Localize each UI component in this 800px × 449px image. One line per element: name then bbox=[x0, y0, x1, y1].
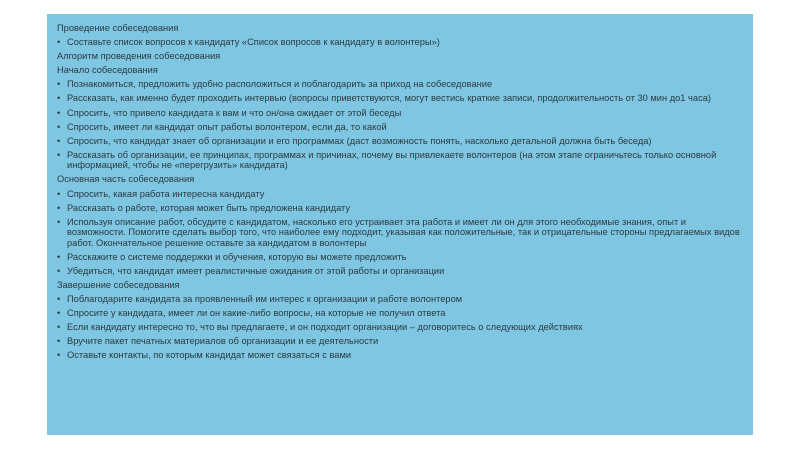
bullet-icon: • bbox=[57, 202, 61, 213]
bullet-icon: • bbox=[57, 188, 61, 199]
list-item bbox=[57, 122, 743, 133]
list-item-text: Познакомиться, предложить удобно расположиться и поблагодарить за приход на собеседование bbox=[67, 79, 493, 90]
list-item-text: Расскажите о системе поддержки и обучения, которую вы можете предложить bbox=[67, 251, 407, 262]
list-item-text: Спросить, что привело кандидата к вам и что он/она ожидает от этой беседы bbox=[67, 107, 402, 118]
list-item bbox=[57, 150, 743, 171]
bullet-icon: • bbox=[57, 308, 61, 319]
section-heading: Алгоритм проведения собеседования bbox=[57, 51, 221, 62]
bullet-icon: • bbox=[57, 121, 61, 132]
list-item bbox=[57, 37, 743, 48]
list-item bbox=[57, 294, 743, 305]
list-item-text: Если кандидату интересно то, что вы предлагаете, и он подходит организации – договоритесь о следующих действиях bbox=[67, 322, 583, 333]
list-item bbox=[57, 136, 743, 147]
content-panel bbox=[47, 14, 753, 435]
list-item bbox=[57, 336, 743, 347]
list-item-text: Вручите пакет печатных материалов об организации и ее деятельности bbox=[67, 336, 379, 347]
list-item-text: Спросить, что кандидат знает об организации и его программах (даст возможность понять, насколько детальной должна быть беседа) bbox=[67, 135, 652, 146]
list-item bbox=[57, 217, 743, 249]
list-item bbox=[57, 308, 743, 319]
list-item-text: Спросите у кандидата, имеет ли он какие-либо вопросы, на которые не получил ответа bbox=[67, 308, 446, 319]
list-item-text: Рассказать об организации, ее принципах, программах и причинах, почему вы привлекаете волонтеров (на этом этапе ограничьтесь только основной информацией, чтобы не «перегрузить» кандидата) bbox=[67, 149, 717, 171]
list-item-text: Спросить, имеет ли кандидат опыт работы волонтером, если да, то какой bbox=[67, 121, 387, 132]
section-heading: Основная часть собеседования bbox=[57, 174, 195, 185]
list-item bbox=[57, 189, 743, 200]
list-item-text: Оставьте контакты, по которым кандидат может связаться с вами bbox=[67, 350, 352, 361]
list-item-text: Поблагодарите кандидата за проявленный им интерес к организации и работе волонтером bbox=[67, 294, 463, 305]
list-item bbox=[57, 93, 743, 104]
section-heading: Начало собеседования bbox=[57, 65, 158, 76]
bullet-icon: • bbox=[57, 294, 61, 305]
list-item bbox=[57, 203, 743, 214]
list-item bbox=[57, 266, 743, 277]
list-item-text: Убедиться, что кандидат имеет реалистичные ожидания от этой работы и организации bbox=[67, 265, 445, 276]
bullet-icon: • bbox=[57, 135, 61, 146]
bullet-icon: • bbox=[57, 322, 61, 333]
bullet-icon: • bbox=[57, 107, 61, 118]
list-item bbox=[57, 350, 743, 361]
list-item bbox=[57, 322, 743, 333]
bullet-icon: • bbox=[57, 79, 61, 90]
list-item bbox=[57, 252, 743, 263]
list-item-text: Используя описание работ, обсудите с кандидатом, насколько его устраивает эта работа и имеет ли он для этого необходимые знания, опыт и возможности. Помогите сделать выбор того, что наиболее ему подходит, указывая как положительные, так и отрицательные стороны предлагаемых видов работ. Окончательное решение оставьте за кандидатом в волонтеры bbox=[67, 216, 740, 248]
list-item bbox=[57, 79, 743, 90]
bullet-icon: • bbox=[57, 336, 61, 347]
list-item-text: Составьте список вопросов к кандидату «Список вопросов к кандидату в волонтеры») bbox=[67, 37, 440, 48]
section-heading: Проведение собеседования bbox=[57, 23, 179, 33]
bullet-icon: • bbox=[57, 251, 61, 262]
bullet-icon: • bbox=[57, 350, 61, 361]
list-item-text: Спросить, какая работа интересна кандидату bbox=[67, 188, 265, 199]
bullet-icon: • bbox=[57, 37, 61, 48]
bullet-icon: • bbox=[57, 93, 61, 104]
section-heading: Завершение собеседования bbox=[57, 280, 180, 290]
list-item-text: Рассказать, как именно будет проходить интервью (вопросы приветствуются, могут вестись краткие записи, продолжительность от 30 мин до1 часа) bbox=[67, 93, 711, 104]
list-item bbox=[57, 108, 743, 119]
list-item-text: Рассказать о работе, которая может быть предложена кандидату bbox=[67, 202, 351, 213]
bullet-icon: • bbox=[57, 265, 61, 276]
bullet-icon: • bbox=[57, 149, 61, 160]
bullet-icon: • bbox=[57, 216, 61, 227]
